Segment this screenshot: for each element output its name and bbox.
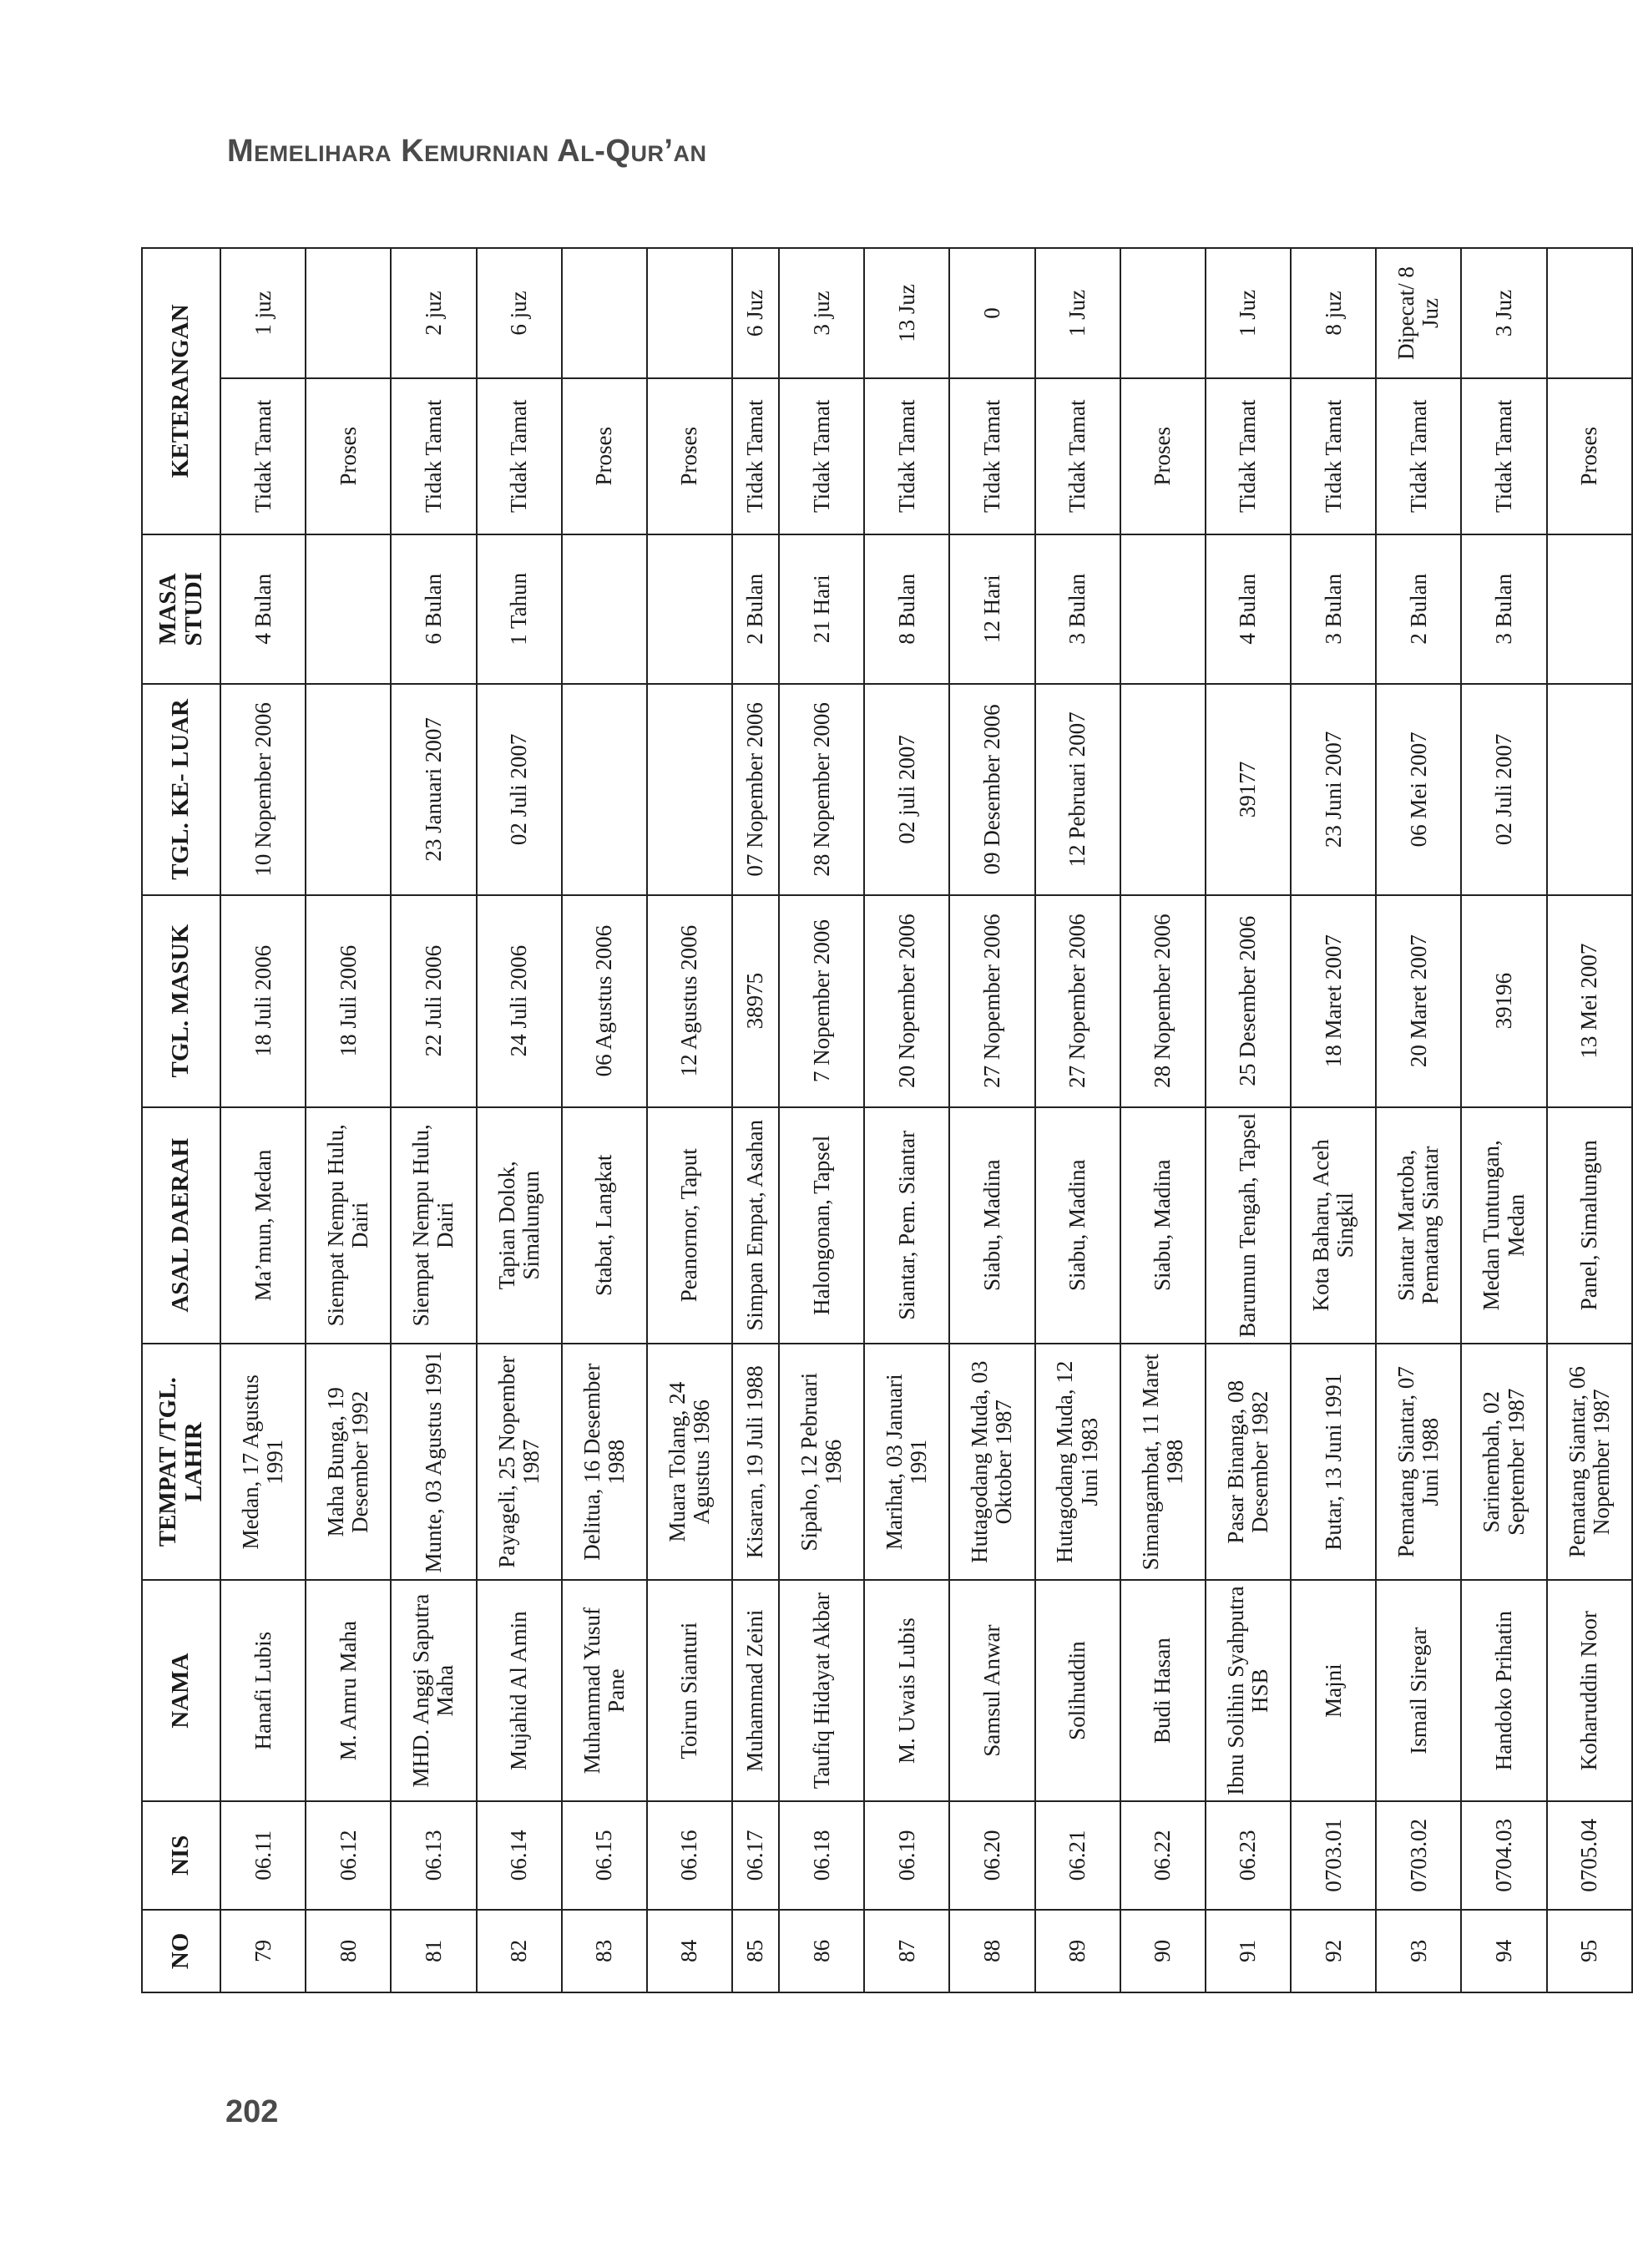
table-row <box>1461 248 1546 1992</box>
cell-tgl-masuk: 39196 <box>1461 895 1546 1107</box>
cell-no: 90 <box>1120 1910 1206 1992</box>
cell-tgl-keluar <box>562 684 647 895</box>
cell-asal-daerah: Siabu, Madina <box>1120 1107 1206 1344</box>
cell-juz: 3 juz <box>779 248 864 378</box>
cell-asal-daerah: Siabu, Madina <box>1035 1107 1120 1344</box>
cell-asal-daerah: Tapian Dolok, Simalungun <box>477 1107 562 1344</box>
cell-tempat-tgl-lahir: Sarinembah, 02 September 1987 <box>1461 1344 1546 1580</box>
cell-asal-daerah: Panel, Simalungun <box>1547 1107 1632 1344</box>
cell-masa-studi: 4 Bulan <box>1206 534 1291 684</box>
cell-tgl-masuk: 20 Nopember 2006 <box>864 895 949 1107</box>
table-row <box>1547 248 1632 1992</box>
cell-tempat-tgl-lahir: Medan, 17 Agustus 1991 <box>220 1344 306 1580</box>
cell-masa-studi <box>306 534 391 684</box>
table-row <box>1206 248 1291 1992</box>
cell-nis: 0705.04 <box>1547 1801 1632 1910</box>
cell-nama: Samsul Anwar <box>949 1580 1034 1801</box>
cell-juz: 3 Juz <box>1461 248 1546 378</box>
table-row <box>949 248 1034 1992</box>
header-nis: NIS <box>142 1801 220 1910</box>
cell-tgl-masuk: 13 Mei 2007 <box>1547 895 1632 1107</box>
cell-status: Tidak Tamat <box>1461 378 1546 534</box>
cell-juz: 8 juz <box>1291 248 1376 378</box>
cell-no: 81 <box>391 1910 476 1992</box>
cell-asal-daerah: Simpan Empat, Asahan <box>732 1107 779 1344</box>
cell-tgl-masuk: 18 Juli 2006 <box>220 895 306 1107</box>
cell-nama: Ibnu Solihin Syahputra HSB <box>1206 1580 1291 1801</box>
cell-tgl-masuk: 22 Juli 2006 <box>391 895 476 1107</box>
cell-tempat-tgl-lahir: Sipaho, 12 Pebruari 1986 <box>779 1344 864 1580</box>
table-row <box>864 248 949 1992</box>
cell-status: Tidak Tamat <box>1035 378 1120 534</box>
cell-juz: 13 Juz <box>864 248 949 378</box>
cell-masa-studi: 1 Tahun <box>477 534 562 684</box>
cell-masa-studi: 12 Hari <box>949 534 1034 684</box>
cell-juz: 0 <box>949 248 1034 378</box>
table-row <box>306 248 391 1992</box>
table-row <box>391 248 476 1992</box>
cell-status: Proses <box>562 378 647 534</box>
cell-status: Proses <box>1547 378 1632 534</box>
cell-tgl-masuk: 12 Agustus 2006 <box>647 895 732 1107</box>
table-row <box>1376 248 1461 1992</box>
cell-tgl-masuk: 18 Maret 2007 <box>1291 895 1376 1107</box>
cell-juz <box>647 248 732 378</box>
cell-asal-daerah: Stabat, Langkat <box>562 1107 647 1344</box>
cell-tgl-keluar: 23 Januari 2007 <box>391 684 476 895</box>
cell-tgl-keluar: 09 Desember 2006 <box>949 684 1034 895</box>
cell-nis: 0704.03 <box>1461 1801 1546 1910</box>
cell-no: 93 <box>1376 1910 1461 1992</box>
cell-tempat-tgl-lahir: Delitua, 16 Desember 1988 <box>562 1344 647 1580</box>
rotated-table-container <box>141 247 1633 1993</box>
cell-juz: 6 Juz <box>732 248 779 378</box>
cell-no: 86 <box>779 1910 864 1992</box>
cell-tgl-keluar <box>1120 684 1206 895</box>
cell-tempat-tgl-lahir: Hutagodang Muda, 12 Juni 1983 <box>1035 1344 1120 1580</box>
table-rotation-frame <box>141 247 1633 1993</box>
cell-nama: Koharuddin Noor <box>1547 1580 1632 1801</box>
table-row <box>779 248 864 1992</box>
cell-no: 85 <box>732 1910 779 1992</box>
cell-juz: 1 Juz <box>1206 248 1291 378</box>
cell-asal-daerah: Siempat Nempu Hulu, Dairi <box>391 1107 476 1344</box>
cell-juz: Dipecat/ 8 Juz <box>1376 248 1461 378</box>
cell-nis: 06.15 <box>562 1801 647 1910</box>
cell-tgl-masuk: 24 Juli 2006 <box>477 895 562 1107</box>
table-row <box>732 248 779 1992</box>
header-tgl-masuk: TGL. MASUK <box>142 895 220 1107</box>
cell-nama: Toirun Sianturi <box>647 1580 732 1801</box>
header-keterangan: KETERANGAN <box>142 248 220 534</box>
cell-no: 92 <box>1291 1910 1376 1992</box>
page-number: 202 <box>225 2094 279 2129</box>
cell-tgl-keluar <box>306 684 391 895</box>
cell-nis: 06.13 <box>391 1801 476 1910</box>
cell-status: Proses <box>306 378 391 534</box>
cell-status: Tidak Tamat <box>1291 378 1376 534</box>
cell-tgl-keluar: 10 Nopember 2006 <box>220 684 306 895</box>
cell-status: Tidak Tamat <box>391 378 476 534</box>
cell-juz: 2 juz <box>391 248 476 378</box>
cell-no: 89 <box>1035 1910 1120 1992</box>
cell-juz: 1 juz <box>220 248 306 378</box>
cell-tgl-keluar: 28 Nopember 2006 <box>779 684 864 895</box>
cell-no: 79 <box>220 1910 306 1992</box>
table-row <box>562 248 647 1992</box>
cell-tempat-tgl-lahir: Maha Bunga, 19 Desember 1992 <box>306 1344 391 1580</box>
cell-masa-studi <box>1120 534 1206 684</box>
cell-tgl-keluar: 39177 <box>1206 684 1291 895</box>
cell-tgl-keluar: 02 Juli 2007 <box>477 684 562 895</box>
cell-tgl-masuk: 27 Nopember 2006 <box>949 895 1034 1107</box>
cell-tgl-keluar: 06 Mei 2007 <box>1376 684 1461 895</box>
cell-nama: Muhammad Yusuf Pane <box>562 1580 647 1801</box>
table-row <box>1120 248 1206 1992</box>
student-roster-table <box>141 247 1633 1993</box>
header-no: NO <box>142 1910 220 1992</box>
cell-masa-studi <box>1547 534 1632 684</box>
cell-nis: 06.22 <box>1120 1801 1206 1910</box>
cell-tgl-masuk: 20 Maret 2007 <box>1376 895 1461 1107</box>
cell-tempat-tgl-lahir: Pematang Siantar, 06 Nopember 1987 <box>1547 1344 1632 1580</box>
table-header-row <box>142 248 220 1992</box>
cell-no: 80 <box>306 1910 391 1992</box>
cell-status: Tidak Tamat <box>779 378 864 534</box>
cell-status: Tidak Tamat <box>949 378 1034 534</box>
cell-masa-studi: 3 Bulan <box>1461 534 1546 684</box>
cell-nama: Mujahid Al Amin <box>477 1580 562 1801</box>
cell-nis: 06.18 <box>779 1801 864 1910</box>
cell-nama: Ismail Siregar <box>1376 1580 1461 1801</box>
cell-nis: 06.23 <box>1206 1801 1291 1910</box>
cell-masa-studi: 8 Bulan <box>864 534 949 684</box>
cell-tgl-keluar: 02 Juli 2007 <box>1461 684 1546 895</box>
cell-asal-daerah: Siantar, Pem. Siantar <box>864 1107 949 1344</box>
table-row <box>1291 248 1376 1992</box>
cell-tgl-masuk: 7 Nopember 2006 <box>779 895 864 1107</box>
cell-no: 84 <box>647 1910 732 1992</box>
cell-tempat-tgl-lahir: Munte, 03 Agustus 1991 <box>391 1344 476 1580</box>
cell-asal-daerah: Barumun Tengah, Tapsel <box>1206 1107 1291 1344</box>
cell-asal-daerah: Medan Tuntungan, Medan <box>1461 1107 1546 1344</box>
cell-tempat-tgl-lahir: Marihat, 03 Januari 1991 <box>864 1344 949 1580</box>
table-body <box>220 248 1632 1992</box>
cell-masa-studi <box>562 534 647 684</box>
table-row <box>477 248 562 1992</box>
cell-nama: Taufiq Hidayat Akbar <box>779 1580 864 1801</box>
cell-tempat-tgl-lahir: Hutagodang Muda, 03 Oktober 1987 <box>949 1344 1034 1580</box>
cell-tgl-masuk: 18 Juli 2006 <box>306 895 391 1107</box>
table-row <box>1035 248 1120 1992</box>
cell-no: 87 <box>864 1910 949 1992</box>
cell-nis: 0703.01 <box>1291 1801 1376 1910</box>
cell-nis: 06.12 <box>306 1801 391 1910</box>
cell-status: Tidak Tamat <box>220 378 306 534</box>
cell-no: 82 <box>477 1910 562 1992</box>
cell-asal-daerah: Peanornor, Taput <box>647 1107 732 1344</box>
cell-asal-daerah: Ma’mun, Medan <box>220 1107 306 1344</box>
cell-nis: 06.19 <box>864 1801 949 1910</box>
cell-asal-daerah: Kota Baharu, Aceh Singkil <box>1291 1107 1376 1344</box>
cell-nis: 06.17 <box>732 1801 779 1910</box>
cell-nama: Hanafi Lubis <box>220 1580 306 1801</box>
cell-no: 91 <box>1206 1910 1291 1992</box>
cell-asal-daerah: Siantar Martoba, Pematang Siantar <box>1376 1107 1461 1344</box>
cell-masa-studi: 2 Bulan <box>732 534 779 684</box>
cell-masa-studi: 3 Bulan <box>1291 534 1376 684</box>
running-head: Memelihara Kemurnian Al-Qur’an <box>227 134 707 169</box>
cell-tempat-tgl-lahir: Simangambat, 11 Maret 1988 <box>1120 1344 1206 1580</box>
cell-status: Tidak Tamat <box>477 378 562 534</box>
cell-nama: Handoko Prihatin <box>1461 1580 1546 1801</box>
cell-masa-studi <box>647 534 732 684</box>
cell-juz <box>306 248 391 378</box>
cell-masa-studi: 4 Bulan <box>220 534 306 684</box>
cell-tgl-keluar: 02 juli 2007 <box>864 684 949 895</box>
cell-juz: 6 juz <box>477 248 562 378</box>
cell-tempat-tgl-lahir: Pematang Siantar, 07 Juni 1988 <box>1376 1344 1461 1580</box>
cell-tgl-keluar: 23 Juni 2007 <box>1291 684 1376 895</box>
cell-juz <box>562 248 647 378</box>
cell-nama: Budi Hasan <box>1120 1580 1206 1801</box>
cell-nis: 0703.02 <box>1376 1801 1461 1910</box>
header-masa-studi: MASA STUDI <box>142 534 220 684</box>
cell-no: 95 <box>1547 1910 1632 1992</box>
cell-tgl-keluar <box>1547 684 1632 895</box>
cell-nama: Majni <box>1291 1580 1376 1801</box>
cell-nis: 06.14 <box>477 1801 562 1910</box>
cell-tgl-masuk: 27 Nopember 2006 <box>1035 895 1120 1107</box>
cell-tgl-masuk: 06 Agustus 2006 <box>562 895 647 1107</box>
cell-asal-daerah: Siabu, Madina <box>949 1107 1034 1344</box>
header-tgl-keluar: TGL. KE- LUAR <box>142 684 220 895</box>
cell-status: Tidak Tamat <box>864 378 949 534</box>
header-nama: NAMA <box>142 1580 220 1801</box>
cell-no: 83 <box>562 1910 647 1992</box>
table-row <box>647 248 732 1992</box>
cell-tempat-tgl-lahir: Butar, 13 Juni 1991 <box>1291 1344 1376 1580</box>
cell-tgl-keluar <box>647 684 732 895</box>
cell-nama: MHD. Anggi Saputra Maha <box>391 1580 476 1801</box>
cell-asal-daerah: Siempat Nempu Hulu, Dairi <box>306 1107 391 1344</box>
cell-masa-studi: 2 Bulan <box>1376 534 1461 684</box>
cell-tempat-tgl-lahir: Pasar Binanga, 08 Desember 1982 <box>1206 1344 1291 1580</box>
cell-tgl-masuk: 25 Desember 2006 <box>1206 895 1291 1107</box>
cell-nis: 06.11 <box>220 1801 306 1910</box>
cell-masa-studi: 3 Bulan <box>1035 534 1120 684</box>
cell-tgl-masuk: 38975 <box>732 895 779 1107</box>
cell-status: Tidak Tamat <box>1376 378 1461 534</box>
cell-status: Proses <box>1120 378 1206 534</box>
cell-status: Tidak Tamat <box>1206 378 1291 534</box>
cell-nama: M. Amru Maha <box>306 1580 391 1801</box>
cell-tgl-keluar: 12 Pebruari 2007 <box>1035 684 1120 895</box>
cell-no: 88 <box>949 1910 1034 1992</box>
cell-nama: Solihuddin <box>1035 1580 1120 1801</box>
cell-status: Tidak Tamat <box>732 378 779 534</box>
cell-nama: M. Uwais Lubis <box>864 1580 949 1801</box>
cell-tempat-tgl-lahir: Kisaran, 19 Juli 1988 <box>732 1344 779 1580</box>
cell-asal-daerah: Halongonan, Tapsel <box>779 1107 864 1344</box>
cell-juz <box>1547 248 1632 378</box>
header-tempat-tgl-lahir: TEMPAT /TGL. LAHIR <box>142 1344 220 1580</box>
cell-nis: 06.20 <box>949 1801 1034 1910</box>
cell-tgl-masuk: 28 Nopember 2006 <box>1120 895 1206 1107</box>
cell-no: 94 <box>1461 1910 1546 1992</box>
cell-tgl-keluar: 07 Nopember 2006 <box>732 684 779 895</box>
cell-masa-studi: 6 Bulan <box>391 534 476 684</box>
cell-juz <box>1120 248 1206 378</box>
header-asal-daerah: ASAL DAERAH <box>142 1107 220 1344</box>
cell-juz: 1 Juz <box>1035 248 1120 378</box>
table-row <box>220 248 306 1992</box>
cell-nis: 06.21 <box>1035 1801 1120 1910</box>
cell-tempat-tgl-lahir: Muara Tolang, 24 Agustus 1986 <box>647 1344 732 1580</box>
cell-tempat-tgl-lahir: Payageli, 25 Nopember 1987 <box>477 1344 562 1580</box>
cell-status: Proses <box>647 378 732 534</box>
cell-nis: 06.16 <box>647 1801 732 1910</box>
cell-nama: Muhammad Zeini <box>732 1580 779 1801</box>
cell-masa-studi: 21 Hari <box>779 534 864 684</box>
